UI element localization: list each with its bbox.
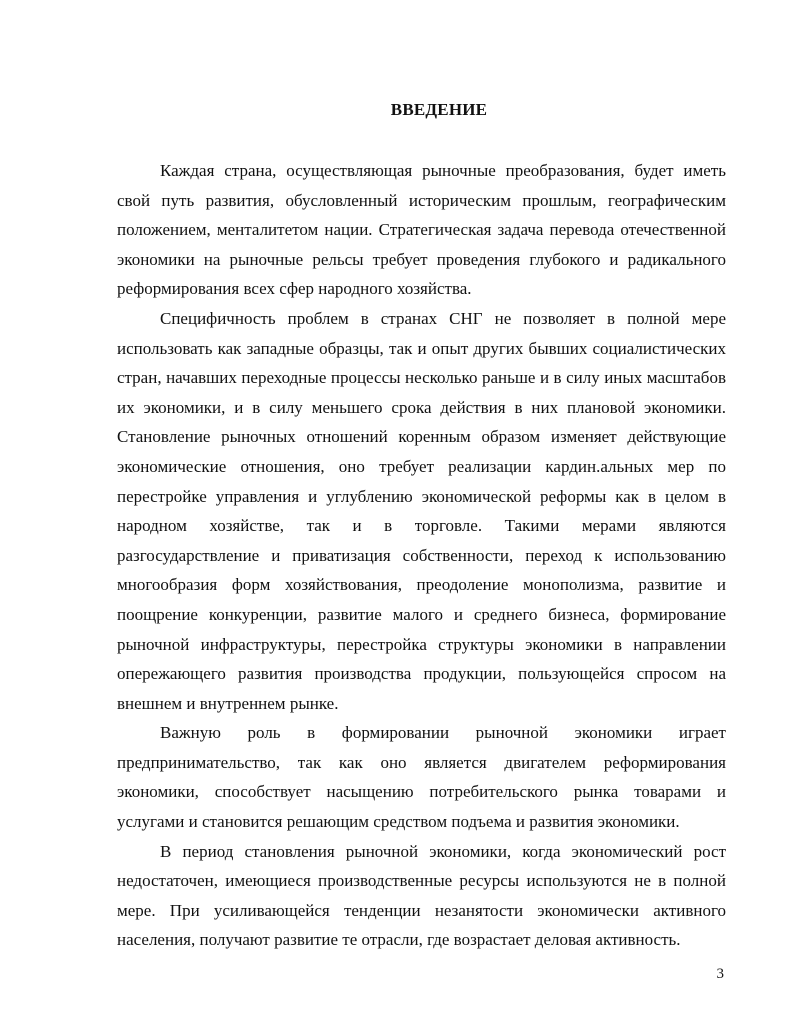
paragraph: В период становления рыночной экономики, когда экономический рост недостаточен, имеющиеся производственные ресурсы используются не в полной мере. При усиливающейся тенденции незанятости экономически активного населения, получают развитие те отрасли, где возрастает деловая активность. [117, 841, 726, 950]
paragraph: Специфичность проблем в странах СНГ не позволяет в полной мере использовать как западные образцы, так и опыт других бывших социалистических стран, начавших переходные процессы несколько раньше и в силу иных масштабов их экономики, и в силу меньшего срока действия в них плановой экономики. Становление рыночных отношений коренным образом изменяет действующие экономические отношения, оно требует реализации кардин.альных мер по перестройке управления и углублению экономической реформы как в целом в народном хозяйстве, так и в торговле. Такими мерами являются разгосударствление и приватизация собственности, переход к использованию многообразия форм хозяйствования, преодоление монополизма, развитие и поощрение конкуренции, развитие малого и среднего бизнеса, формирование рыночной инфраструктуры, перестройка структуры экономики в направлении опережающего развития производства продукции, пользующейся спросом на внешнем и внутреннем рынке. [117, 308, 726, 713]
document-body [117, 156, 726, 955]
paragraph: Каждая страна, осуществляющая рыночные преобразования, будет иметь свой путь развития, обусловленный историческим прошлым, географическим положением, менталитетом нации. Стратегическая задача перевода отечественной экономики на рыночные рельсы требует проведения глубокого и радикального реформирования всех сфер народного хозяйства. [117, 161, 726, 299]
page-title: ВВЕДЕНИЕ [390, 100, 488, 119]
page-number: 3 [716, 966, 724, 982]
paragraph: Важную роль в формировании рыночной экономики играет предпринимательство, так как оно является двигателем реформирования экономики, способствует насыщению потребительского рынка товарами и услугами и становится решающим средством подъема и развития экономики. [117, 723, 726, 832]
